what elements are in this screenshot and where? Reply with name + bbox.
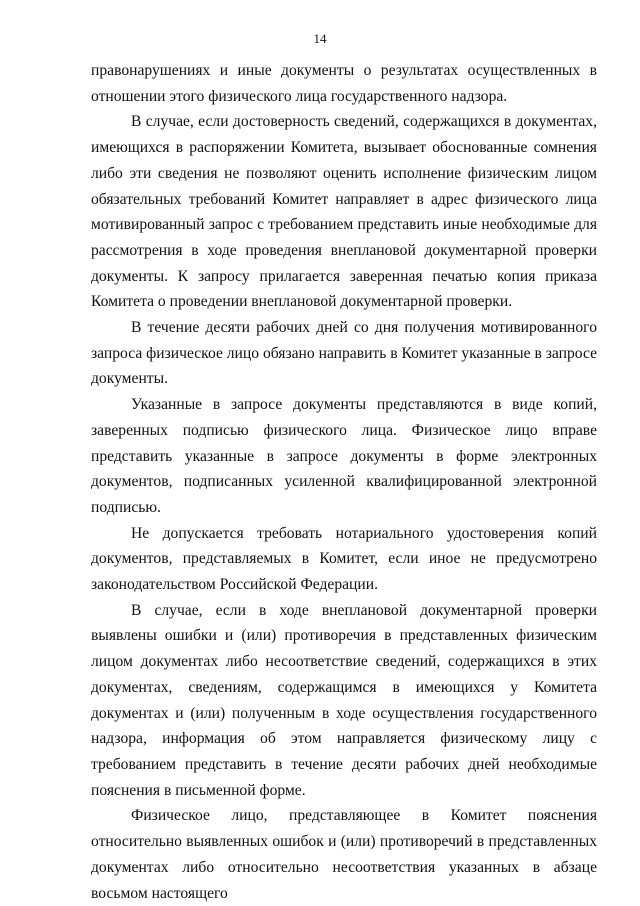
paragraph: Указанные в запросе документы представляются в виде копий, заверенных подписью физического лица. Физическое лицо вправе представить указанные в запросе документы в форме электронных документов, подписанных усиленной квалифицированной электронной подписью. xyxy=(91,396,597,516)
paragraph: В течение десяти рабочих дней со дня получения мотивированного запроса физическое лицо обязано направить в Комитет указанные в запросе документы. xyxy=(91,319,597,388)
paragraph-last: Физическое лицо, представляющее в Комитет пояснения относительно выявленных ошибок и (или) противоречий в представленных документах либо относительно несоответствия указанных в абзаце восьмом настоящего xyxy=(91,807,597,902)
page-number: 14 xyxy=(313,31,327,46)
paragraph-continuation: правонарушениях и иные документы о результатах осуществленных в отношении этого физического лица государственного надзора. xyxy=(91,62,597,105)
paragraph: В случае, если в ходе внеплановой документарной проверки выявлены ошибки и (или) противоречия в представленных физическим лицом документах либо несоответствие сведений, содержащихся в этих документах, сведениям, содержащимся в имеющихся у Комитета документах и (или) полученным в ходе осуществления государственного надзора, информация об этом направляется физическому лицу с требованием представить в течение десяти рабочих дней необходимые пояснения в письменной форме. xyxy=(91,601,597,799)
paragraph: В случае, если достоверность сведений, содержащихся в документах, имеющихся в распоряжении Комитета, вызывает обоснованные сомнения либо эти сведения не позволяют оценить исполнение физическим лицом обязательных требований Комитет направляет в адрес физического лица мотивированный запрос с требованием представить иные необходимые для рассмотрения в ходе проведения внеплановой документарной проверки документы. К запросу прилагается заверенная печатью копия приказа Комитета о проведении внеплановой документарной проверки. xyxy=(91,113,597,311)
document-body xyxy=(91,58,597,906)
paragraph: Не допускается требовать нотариального удостоверения копий документов, представляемых в Комитет, если иное не предусмотрено законодательством Российской Федерации. xyxy=(91,524,597,594)
